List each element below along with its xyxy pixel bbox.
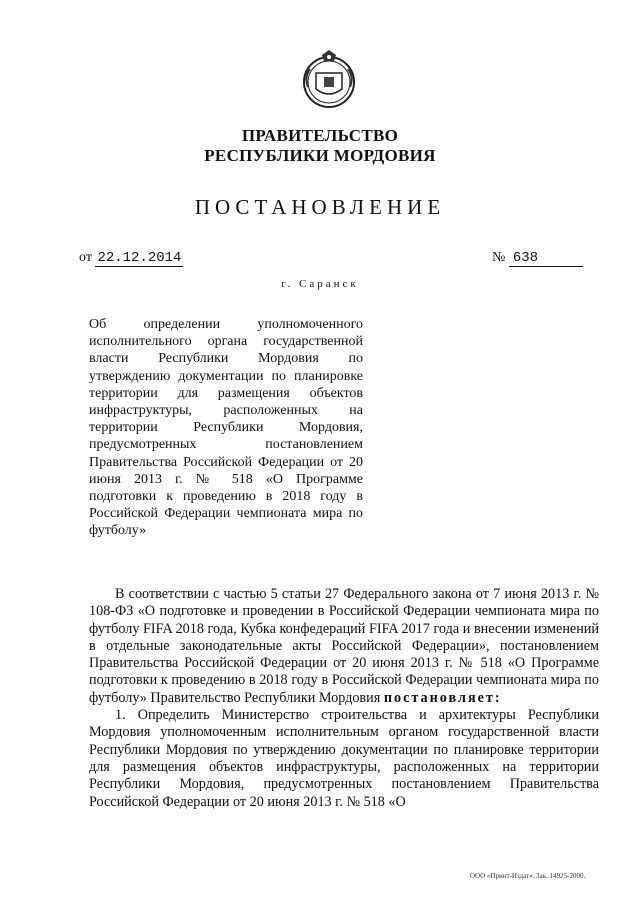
document-number: 638 [509, 250, 583, 267]
coat-of-arms-emblem [296, 47, 362, 113]
date-field [79, 250, 183, 267]
document-title: Об определении уполномоченного исполнительного органа государственной власти Республики Мордовия по утверждению документации по планировке территории для размещения объектов инфраструктуры, расположенных на территории Республики Мордовия, предусмотренных постановлением Правительства Российской Федерации от 20 июня 2013 г. № 518 «О Программе подготовки к проведению в 2018 году в Российской Федерации чемпионата мира по футболу» [89, 317, 363, 539]
date-prefix: от [79, 250, 92, 265]
body-paragraph-1 [89, 586, 599, 707]
resolution-keyword: постановляет: [383, 689, 502, 706]
printer-footer: ООО «Принт-Издат». Зак. 14925-2000. [470, 872, 586, 880]
government-name-line2: РЕСПУБЛИКИ МОРДОВИЯ [204, 146, 436, 165]
document-body [89, 586, 599, 811]
government-name-line1: ПРАВИТЕЛЬСТВО [241, 126, 399, 145]
document-date: 22.12.2014 [97, 250, 182, 266]
document-type-heading: ПОСТАНОВЛЕНИЕ [194, 195, 446, 219]
body-paragraph-2: 1. Определить Министерство строительства и архитектуры Республики Мордовия уполномоченным исполнительным органом государственной власти Республики Мордовия по утверждению документации по планировке территории для размещения объектов инфраструктуры, расположенных на территории Республики Мордовия, предусмотренных постановлением Правительства Российской Федерации от 20 июня 2013 г. № 518 «О [89, 707, 599, 810]
city-name: г. Саранск [281, 278, 359, 290]
paragraph-1-text: В соответствии с частью 5 статьи 27 Федерального закона от 7 июня 2013 г. № 108-ФЗ «О подготовке и проведении в Российской Федерации чемпионата мира по футболу FIFA 2018 года, Кубка конфедераций FIFA 2017 года и внесении изменений в отдельные законодательные акты Российской Федерации», постановлением Правительства Российской Федерации от 20 июня 2013 г. № 518 «О Программе подготовки к проведению в 2018 году в Российской Федерации чемпионата мира по футболу» Правительство Республики Мордовия [89, 586, 599, 706]
number-field [492, 250, 583, 267]
number-prefix: № [492, 250, 506, 265]
